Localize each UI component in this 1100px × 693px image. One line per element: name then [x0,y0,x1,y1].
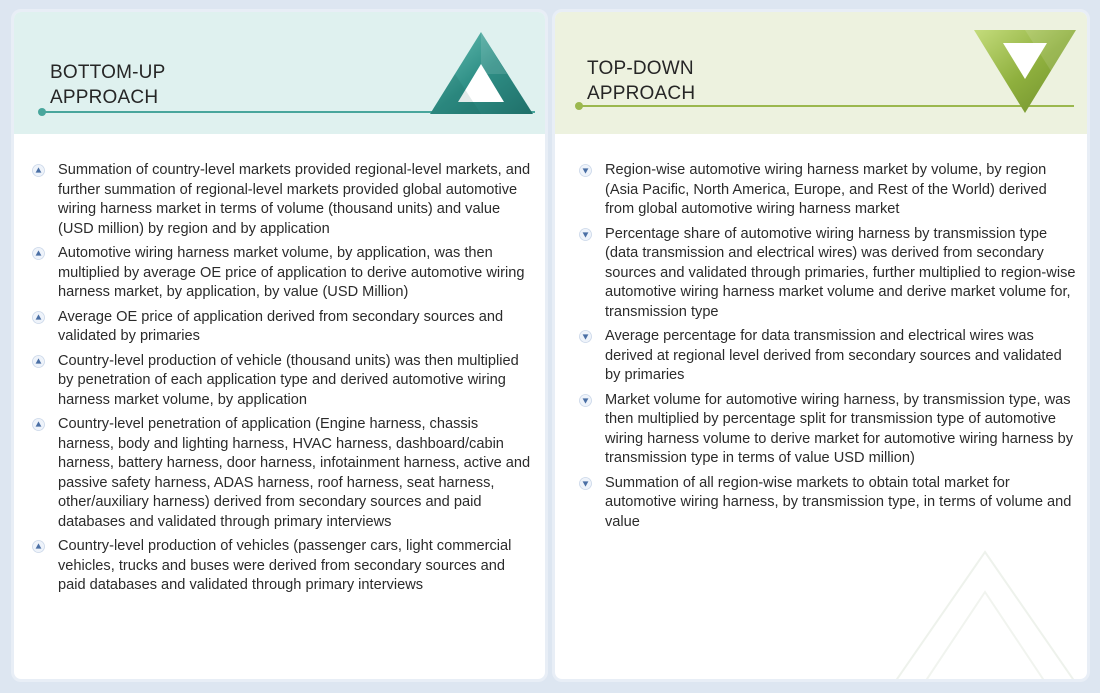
bullet-text: Summation of country-level markets provided regional-level markets, and further summation of regional-level markets provided global automotive wiring harness market in terms of volume (thousand units) and value (USD million) by region and by application [58,162,531,237]
bottom-up-item [32,244,532,303]
bottom-up-item [32,415,532,532]
top-down-bullet-list [579,161,1079,537]
bottom-up-item [32,161,532,239]
triangle-down-icon [579,477,592,490]
bottom-up-title: BOTTOM-UP APPROACH [50,62,166,108]
bullet-text: Automotive wiring harness market volume, by application, was then multiplied by average OE price of application to derive automotive wiring harness market, by application, by value (USD Million) [58,245,525,300]
bullet-text: Country-level penetration of application (Engine harness, chassis harness, body and lighting harness, HVAC harness, dashboard/cabin harness, battery harness, door harness, infotainment harness, active and passive safety harness, ADAS harness, roof harness, seat harness, other/auxiliary harness) derived from secondary sources and paid databases and validated through primary interviews [58,416,531,530]
top-down-item [579,161,1079,220]
top-down-item [579,225,1079,323]
triangle-down-icon [579,394,592,407]
triangle-up-icon [32,418,45,431]
top-down-header [555,12,1087,134]
triangle-down-emblem-icon [973,29,1077,115]
bottom-up-panel [11,9,548,682]
bottom-up-item [32,308,532,347]
bullet-text: Summation of all region-wise markets to obtain total market for automotive wiring harness, by transmission type, in terms of volume and value [605,474,1072,530]
triangle-down-icon [579,330,592,343]
triangle-up-icon [32,540,45,553]
top-down-item [579,327,1079,386]
background-triangle-icon [885,532,1085,682]
triangle-down-icon [579,164,592,177]
triangle-down-icon [579,228,592,241]
bottom-up-bullet-list [32,161,532,601]
bottom-up-item [32,352,532,411]
triangle-up-icon [32,247,45,260]
top-down-item [579,474,1079,533]
bullet-text: Percentage share of automotive wiring harness by transmission type (data transmission and electrical wires) was derived from secondary sources and validated through primaries, further multiplied to region-wise automotive wiring harness market volume and derive market volume for, transmission type [605,225,1076,320]
header-divider-dot [38,108,46,116]
bottom-up-item [32,537,532,596]
triangle-up-emblem-icon [429,30,534,116]
bullet-text: Average OE price of application derived from secondary sources and validated by primaries [58,308,504,344]
bullet-text: Country-level production of vehicle (thousand units) was then multiplied by penetration of each application type and derived automotive wiring harness market volume, by application [58,352,519,408]
triangle-up-icon [32,311,45,324]
bullet-text: Country-level production of vehicles (passenger cars, light commercial vehicles, trucks and buses were derived from secondary sources and paid databases and validated through primary interviews [58,538,512,593]
bullet-text: Average percentage for data transmission and electrical wires was derived at regional level derived from secondary sources and validated by primaries [605,328,1062,383]
triangle-up-icon [32,355,45,368]
triangle-up-icon [32,164,45,177]
bullet-text: Market volume for automotive wiring harness, by transmission type, was then multiplied by percentage split for transmission type of automotive wiring harness volume to derive market for automotive wiring harness by transmission type in terms of value USD million) [605,391,1074,466]
top-down-item [579,391,1079,469]
bottom-up-header [14,12,545,134]
bullet-text: Region-wise automotive wiring harness market by volume, by region (Asia Pacific, North America, Europe, and Rest of the World) derived from global automotive wiring harness market [605,162,1047,217]
top-down-panel [552,9,1090,682]
header-divider-dot [575,102,583,110]
top-down-title: TOP-DOWN APPROACH [587,58,696,104]
